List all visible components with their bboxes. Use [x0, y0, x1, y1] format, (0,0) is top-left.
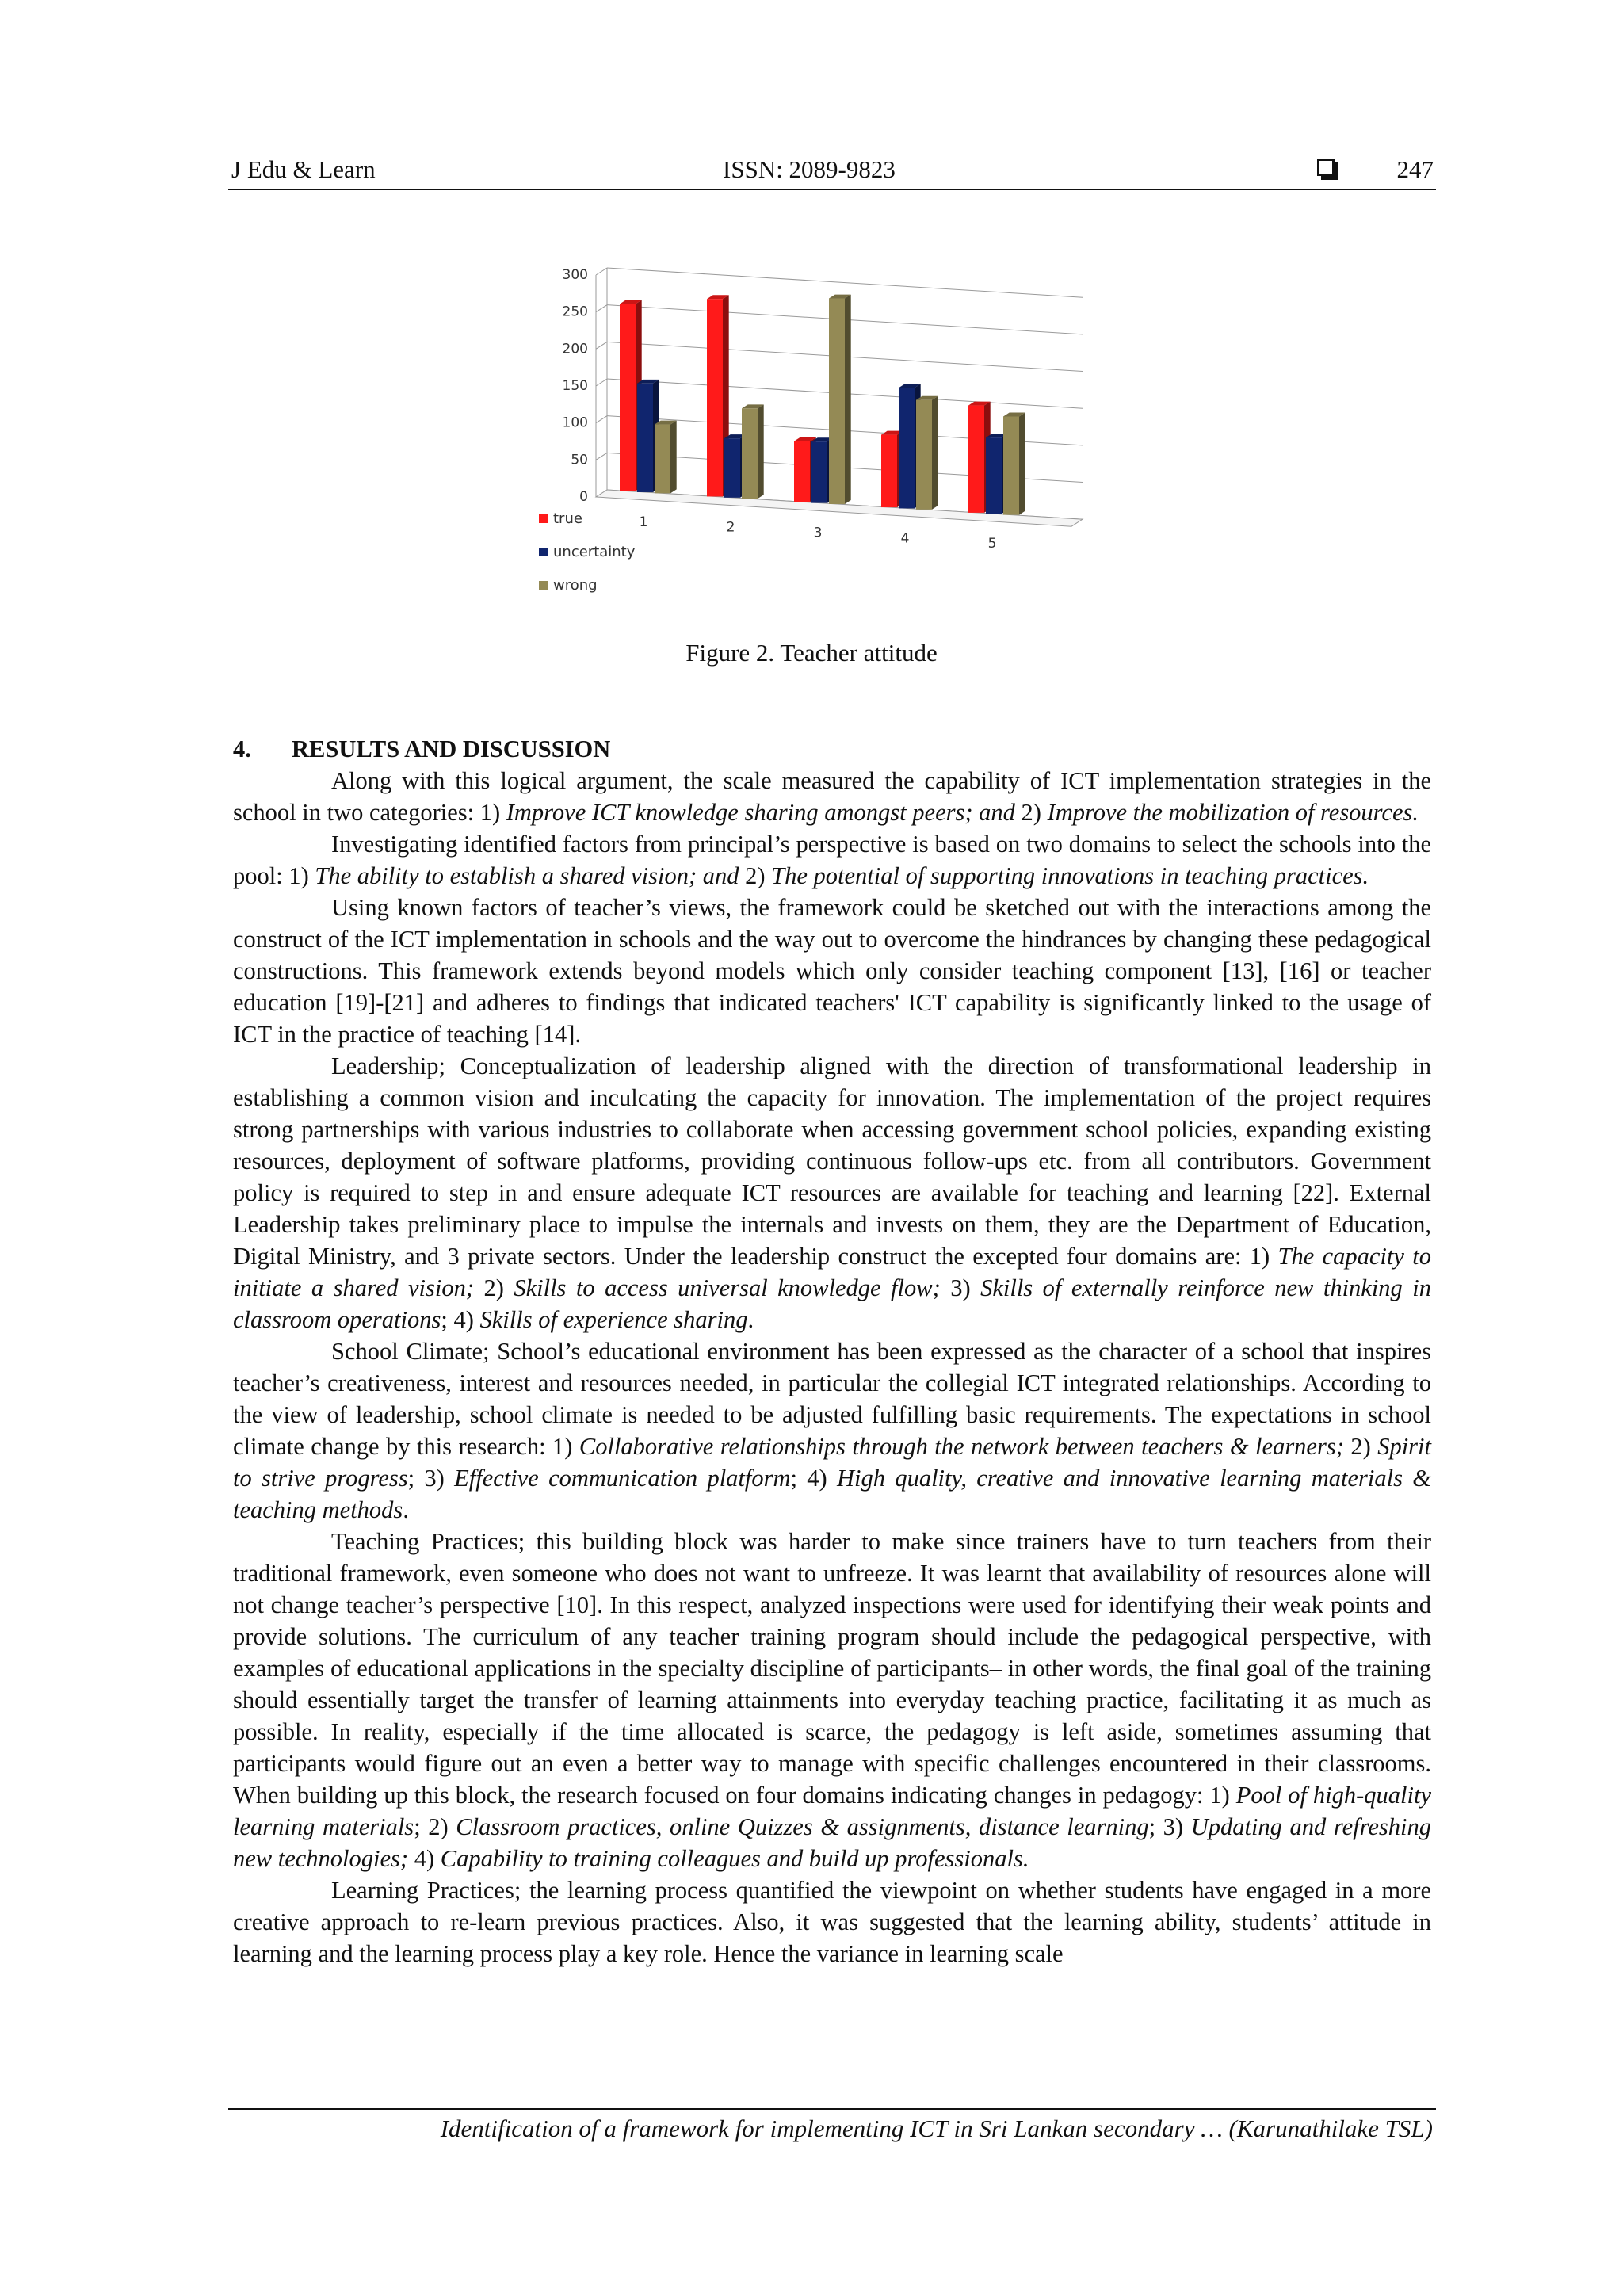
paragraph [233, 1874, 1431, 1969]
text-run: ; 3) [1148, 1813, 1191, 1840]
italic-run: The potential of supporting innovations in teaching practices. [771, 862, 1369, 889]
text-run: Using known factors of teacher’s views, the framework could be sketched out with the interactions among the construct of the ICT implementation in schools and the way out to overcome the hindrances by changing these pedagogical constructions. This framework extends beyond models which only consider teaching component [13], [16] or teacher education [19]-[21] and adheres to findings that indicated teachers' ICT capability is significantly linked to the usage of ICT in the practice of teaching [14]. [233, 894, 1431, 1048]
bar-true [881, 435, 897, 507]
text-run: Teaching Practices; this building block was harder to make since trainers have to turn teachers from their traditional framework, even someone who does not want to unfreeze. It was learnt that availability of resources alone will not change teacher’s perspective [10]. In this respect, analyzed inspections were used for identifying their weak points and provide solutions. The curriculum of any teacher training program should include the pedagogical perspective, with examples of educational applications in the specialty discipline of participants– in other words, the final goal of the training should essentially target the transfer of learning attainments into everyday teaching practice, facilitating it as much as possible. In reality, especially if the time allocated is scarce, the pedagogy is left aside, sometimes assuming that participants would figure out an even a better way to manage with specific challenges encountered in their classrooms. When building up this block, the research focused on four domains indicating changes in pedagogy: 1) [233, 1528, 1431, 1809]
bar-uncertainty [724, 438, 740, 498]
bar-uncertainty [637, 384, 653, 492]
x-tick-label: 1 [639, 514, 648, 530]
paragraph [233, 765, 1431, 828]
gridline [607, 268, 1083, 297]
x-tick-label: 5 [987, 536, 997, 552]
text-run: Investigating identified factors from principal’s perspective is based on two domains to select the schools into the pool: 1) [233, 831, 1431, 889]
italic-run: Effective communication platform [454, 1465, 791, 1492]
legend-swatch-true [539, 514, 548, 523]
bar-wrong [829, 299, 845, 504]
italic-run: Updating and refreshing new technologies; [233, 1813, 1431, 1872]
text-run: Leadership; Conceptualization of leadership aligned with the direction of transformational leadership in establishing a common vision and inculcating the capacity for innovation. The implementation of the project requires strong partnerships with various industries to collaborate when accessing government school policies, expanding existing resources, deployment of software platforms, providing continuous follow-ups etc. from all contributors. Government policy is required to step in and ensure adequate ICT resources are available for teaching and learning [22]. External Leadership takes preliminary place to impulse the internals and invests on them, they are the Department of Education, Digital Ministry, and 3 private sectors. Under the leadership construct the excepted four domains are: 1) [233, 1052, 1431, 1270]
text-run: . [403, 1496, 409, 1523]
footer-rule [228, 2108, 1436, 2110]
text-run: 2) [1014, 799, 1048, 826]
figure-caption: Figure 2. Teacher attitude [685, 639, 938, 667]
text-run: 4) [408, 1845, 441, 1872]
text-run: 3) [940, 1274, 981, 1301]
bar-wrong [916, 400, 932, 510]
y-tick-label: 0 [579, 489, 588, 505]
bar-true [707, 299, 723, 496]
legend-swatch-wrong [539, 581, 548, 590]
gridline-depth [596, 453, 607, 460]
text-run: Learning Practices; the learning process quantified the viewpoint on whether students have engaged in a more creative approach to re-learn previous practices. Also, it was suggested that the learning ability, students’ attitude in learning and the learning process play a key role. Hence the variance in learning scale [233, 1877, 1431, 1967]
section-heading [233, 733, 1431, 765]
italic-run: Improve the mobilization of resources. [1047, 799, 1419, 826]
legend-swatch-uncertainty [539, 548, 548, 556]
teacher-attitude-chart [523, 222, 1125, 602]
running-footer: Identification of a framework for implementing ICT in Sri Lankan secondary … (Karunathilake TSL) [440, 2115, 1433, 2142]
text-run: 2) [739, 862, 772, 889]
gridline-depth [596, 379, 607, 386]
italic-run: Improve ICT knowledge sharing amongst peers; and [506, 799, 1015, 826]
body-text [233, 733, 1431, 1969]
legend-label-uncertainty: uncertainty [553, 544, 636, 560]
y-tick-label: 150 [562, 378, 588, 394]
italic-run: High quality, creative and innovative learning materials & teaching methods [233, 1465, 1431, 1523]
text-run: . [747, 1306, 754, 1333]
italic-run: Pool of high-quality learning materials [233, 1782, 1431, 1840]
paragraph [233, 1050, 1431, 1335]
bar-true [620, 304, 636, 491]
gridline-depth [596, 268, 607, 275]
journal-name: J Edu & Learn [231, 155, 376, 183]
italic-run: Classroom practices, online Quizzes & assignments, distance learning [456, 1813, 1149, 1840]
paragraph [233, 828, 1431, 892]
bar-wrong [655, 425, 670, 494]
header-rule [228, 189, 1436, 190]
italic-run: Spirit to strive progress [233, 1433, 1431, 1492]
running-header [231, 155, 1434, 189]
issn: ISSN: 2089-9823 [723, 155, 896, 183]
text-run: Along with this logical argument, the scale measured the capability of ICT implementation strategies in the school in two categories: 1) [233, 767, 1431, 826]
text-run: 2) [473, 1274, 514, 1301]
page-number: 247 [1396, 155, 1434, 183]
italic-run: The ability to establish a shared vision; and [315, 862, 739, 889]
italic-run: Collaborative relationships through the network between teachers & learners; [579, 1433, 1344, 1460]
bar-uncertainty [986, 437, 1002, 514]
text-run: ; 4) [790, 1465, 838, 1492]
bar-uncertainty [899, 388, 915, 508]
y-tick-label: 300 [562, 267, 588, 283]
paragraph [233, 892, 1431, 1050]
paragraph [233, 1526, 1431, 1874]
italic-run: Skills of externally reinforce new thinking in classroom operations [233, 1274, 1432, 1333]
checkbox-square-icon [1317, 159, 1335, 176]
paragraph [233, 1335, 1431, 1526]
paragraphs [233, 765, 1431, 1969]
bar-side-wrong [758, 404, 764, 499]
bar-wrong [742, 408, 758, 499]
bar-side-wrong [1019, 413, 1025, 515]
bar-side-wrong [932, 396, 938, 510]
y-tick-label: 50 [571, 452, 588, 468]
x-tick-label: 2 [726, 519, 735, 536]
italic-run: Capability to training colleagues and build up professionals. [440, 1845, 1029, 1872]
y-tick-label: 100 [562, 415, 588, 431]
text-run: ; 2) [414, 1813, 456, 1840]
text-run: ; 4) [441, 1306, 480, 1333]
x-tick-label: 3 [813, 525, 823, 541]
y-tick-label: 200 [562, 341, 588, 357]
gridline-depth [596, 416, 607, 423]
legend-label-true: true [553, 510, 582, 527]
text-run: School Climate; School’s educational environment has been expressed as the character of a school that inspires teacher’s creativeness, interest and resources needed, in particular the collegial ICT integrated relationships. According to the view of leadership, school climate is needed to be adjusted fulfilling basic requirements. The expectations in school climate change by this research: 1) [233, 1338, 1431, 1460]
bar-side-wrong [845, 295, 851, 504]
bar-uncertainty [812, 441, 827, 502]
gridline-depth [596, 342, 607, 349]
italic-run: The capacity to initiate a shared vision; [233, 1243, 1431, 1301]
x-tick-label: 4 [900, 530, 910, 547]
text-run: 2) [1343, 1433, 1378, 1460]
italic-run: Skills to access universal knowledge flow; [514, 1274, 941, 1301]
bar-wrong [1003, 416, 1019, 514]
legend-label-wrong: wrong [553, 577, 598, 594]
bar-side-wrong [670, 421, 677, 494]
bar-true [794, 441, 810, 502]
bar-true [968, 406, 984, 513]
italic-run: Skills of experience sharing [479, 1306, 748, 1333]
gridline-depth [596, 305, 607, 312]
text-run: ; 3) [407, 1465, 455, 1492]
section-title: RESULTS AND DISCUSSION [292, 735, 611, 762]
y-tick-label: 250 [562, 304, 588, 320]
section-number: 4. [233, 735, 251, 762]
